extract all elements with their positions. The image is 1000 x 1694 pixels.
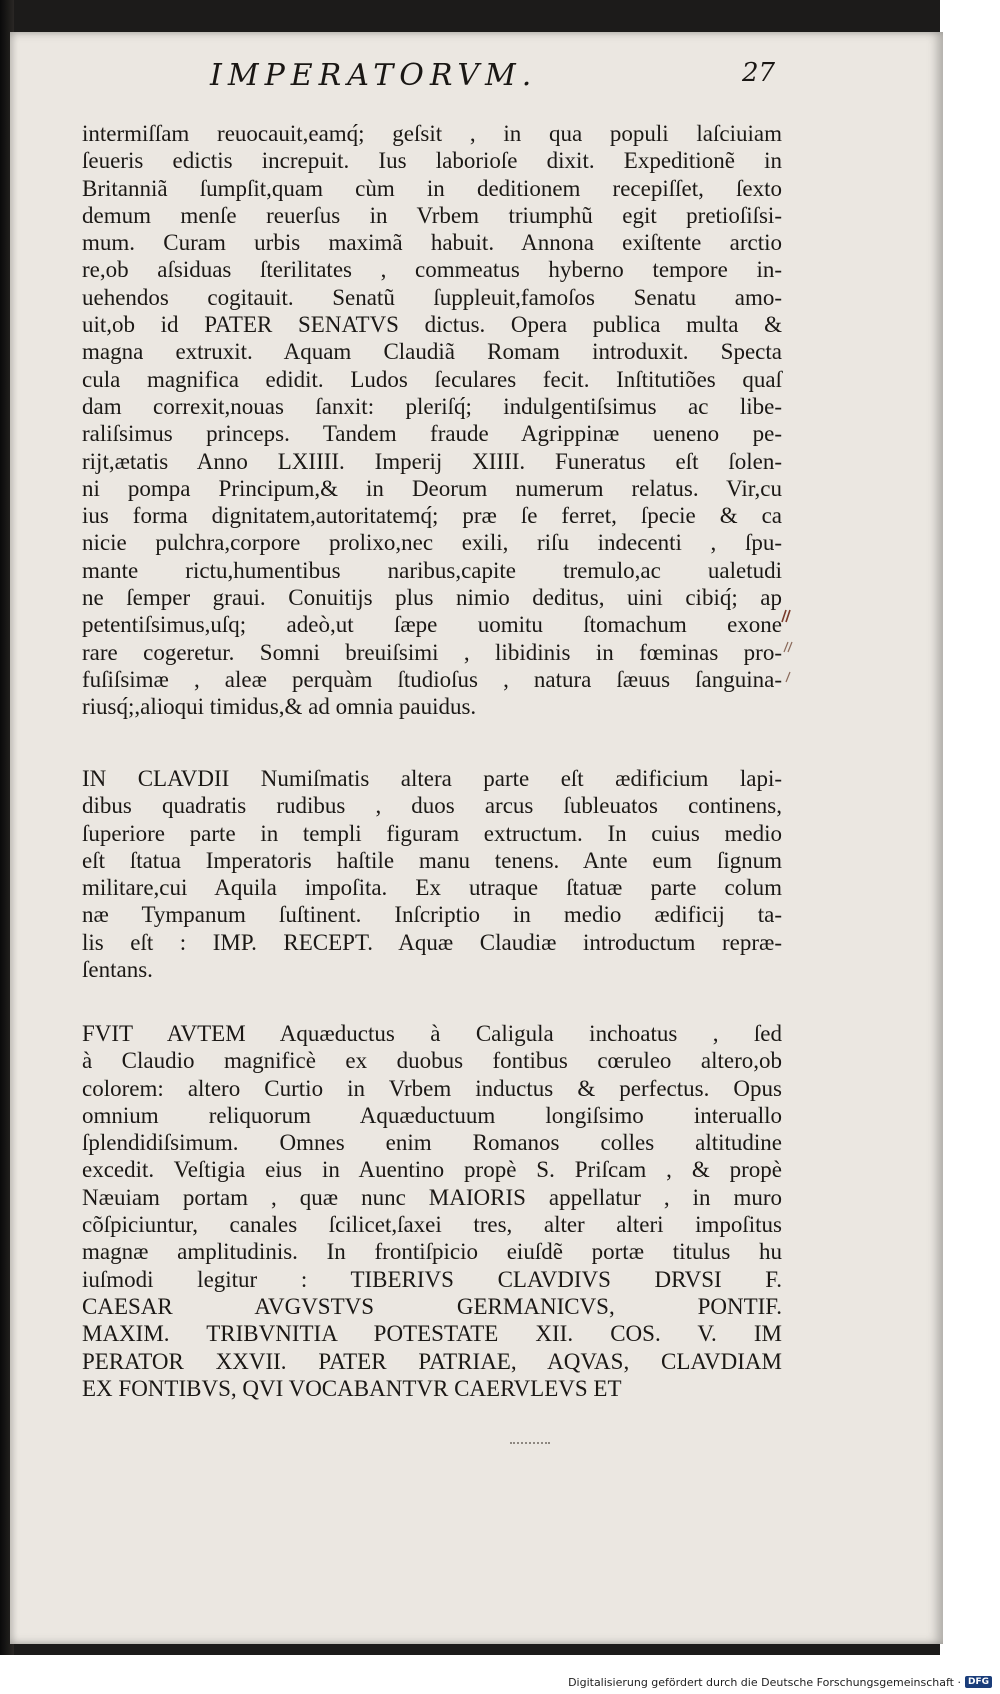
text-line: Britanniã ſumpſit,quam cùm in deditionem recepiſſet, ſexto — [82, 175, 782, 201]
marginal-pen-marks — [780, 600, 800, 710]
credit-text: Digitalisierung gefördert durch die Deutsche Forschungsgemeinschaft · — [568, 1675, 961, 1689]
text-line: dam correxit,nouas ſanxit: pleriſq́; indulgentiſsimus ac libe- — [82, 393, 782, 419]
text-line: mante rictu,humentibus naribus,capite tremulo,ac ualetudi — [82, 557, 782, 583]
text-line: riusq́;,alioqui timidus,& ad omnia pauidus. — [82, 694, 477, 720]
text-line: lis eſt : IMP. RECEPT. Aquæ Claudiæ introductum repræ- — [82, 929, 782, 955]
text-line: fuſiſsimæ , aleæ perquàm ſtudioſus , natura ſæuus ſanguina- — [82, 666, 782, 692]
text-line: næ Tympanum ſuſtinent. Inſcriptio in medio ædificij ta- — [82, 902, 782, 928]
digitization-credit — [568, 1674, 992, 1690]
page-number: 27 — [742, 58, 776, 88]
text-line: eſt ſtatua Imperatoris haſtile manu tenens. Ante eum ſignum — [82, 847, 782, 873]
text-line: cula magnifica edidit. Ludos ſeculares fecit. Inſtitutiões quaſ — [82, 366, 782, 392]
text-line: ſentans. — [82, 957, 153, 983]
text-line: ſuperiore parte in templi figuram extructum. In cuius medio — [82, 820, 782, 846]
text-line: ſeueris edictis increpuit. Ius laborioſe dixit. Expeditionẽ in — [82, 148, 782, 174]
text-line: ne ſemper graui. Conuitijs plus nimio deditus, uini cibiq́; ap — [82, 585, 782, 611]
text-line: magna extruxit. Aquam Claudiã Romam introduxit. Specta — [82, 339, 782, 365]
text-line: ius forma dignitatem,autoritatemq́; præ ſe ferret, ſpecie & ca — [82, 503, 782, 529]
text-line: ni pompa Principum,& in Deorum numerum relatus. Vir,cu — [82, 475, 782, 501]
paragraph-aqueduct — [82, 1020, 782, 1402]
text-line: re,ob aſsiduas ſterilitates , commeatus hyberno tempore in- — [82, 257, 782, 283]
text-line: CAESAR AVGVSTVS GERMANICVS, PONTIF. — [82, 1293, 782, 1319]
text-line: demum menſe reuerſus in Vrbem triumphũ egit pretioſiſsi- — [82, 202, 782, 228]
text-line: omnium reliquorum Aquæductuum longiſsimo interuallo — [82, 1102, 782, 1128]
text-line: PERATOR XXVII. PATER PATRIAE, AQVAS, CLAVDIAM — [82, 1348, 782, 1374]
text-line: intermiſſam reuocauit,eamq́; geſsit , in qua populi laſciuiam — [82, 121, 782, 146]
text-line: colorem: altero Curtio in Vrbem inductus & perfectus. Opus — [82, 1075, 782, 1101]
text-line: uehendos cogitauit. Senatũ ſuppleuit,famoſos Senatu amo- — [82, 284, 782, 310]
paragraph-coin-description — [82, 765, 782, 983]
text-line: rijt,ætatis Anno LXIIII. Imperij XIIII. Funeratus eſt ſolen- — [82, 448, 782, 474]
text-line: Næuiam portam , quæ nunc MAIORIS appellatur , in muro — [82, 1184, 782, 1210]
text-line: raliſsimus princeps. Tandem fraude Agrippinæ ueneno pe- — [82, 421, 782, 447]
text-line: excedit. Veſtigia eius in Auentino propè S. Priſcam , & propè — [82, 1157, 782, 1183]
text-line: MAXIM. TRIBVNITIA POTESTATE XII. COS. V. IM — [82, 1321, 782, 1347]
text-line: cõſpiciuntur, canales ſcilicet,ſaxei tres, alter alteri impoſitus — [82, 1212, 782, 1238]
text-line: magnæ amplitudinis. In frontiſpicio eiuſdẽ portæ titulus hu — [82, 1239, 782, 1265]
text-line: uit,ob id PATER SENATVS dictus. Opera publica multa & — [82, 312, 782, 338]
running-head: IMPERATORVM. — [210, 58, 538, 93]
text-line: ſplendidiſsimum. Omnes enim Romanos colles altitudine — [82, 1130, 782, 1156]
paragraph-claudius-reign — [82, 120, 782, 721]
dfg-logo: DFG — [965, 1676, 992, 1688]
decorative-dots — [510, 1442, 550, 1446]
text-line: rare cogeretur. Somni breuiſsimi , libidinis in fœminas pro- — [82, 639, 782, 665]
text-line: petentiſsimus,uſq; adeò,ut ſæpe uomitu ſtomachum exone — [82, 612, 782, 638]
text-line: FVIT AVTEM Aquæductus à Caligula inchoatus , ſed — [82, 1021, 782, 1046]
text-line: militare,cui Aquila impoſita. Ex utraque ſtatuæ parte colum — [82, 875, 782, 901]
text-line: mum. Curam urbis maximã habuit. Annona exiſtente arctio — [82, 230, 782, 256]
text-line: nicie pulchra,corpore prolixo,nec exili, riſu indecenti , ſpu- — [82, 530, 782, 556]
text-line: à Claudio magnificè ex duobus fontibus cœruleo altero,ob — [82, 1048, 782, 1074]
text-line: EX FONTIBVS, QVI VOCABANTVR CAERVLEVS ET — [82, 1375, 622, 1401]
text-line: iuſmodi legitur : TIBERIVS CLAVDIVS DRVSI F. — [82, 1266, 782, 1292]
text-line: dibus quadratis rudibus , duos arcus ſubleuatos continens, — [82, 793, 782, 819]
text-line: IN CLAVDII Numiſmatis altera parte eſt ædificium lapi- — [82, 766, 782, 791]
